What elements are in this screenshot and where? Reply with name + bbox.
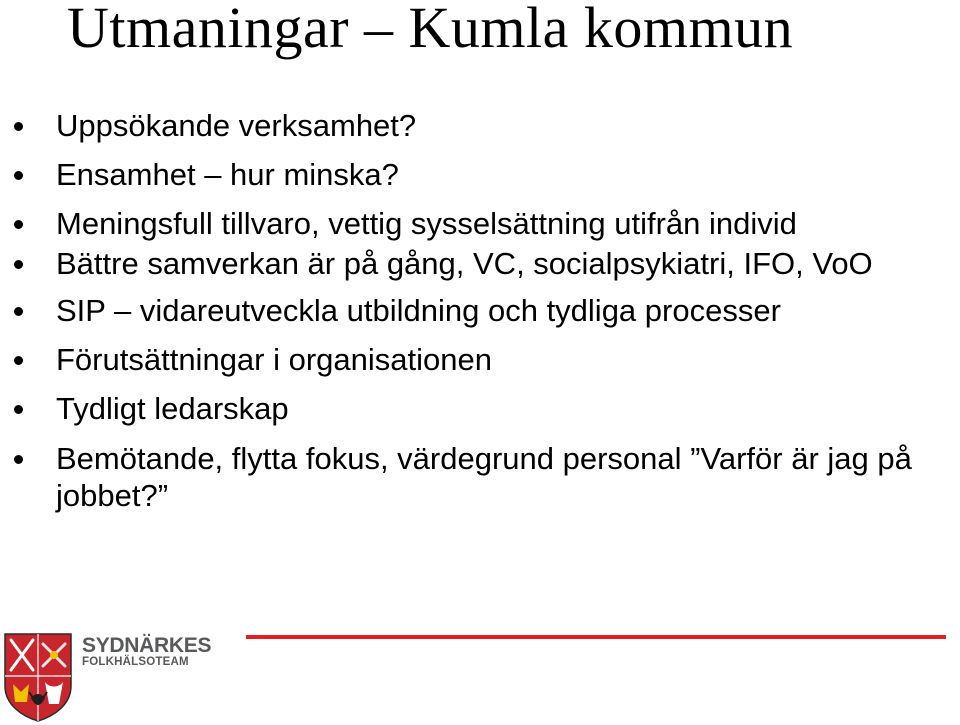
bullet-list: [0, 108, 960, 525]
bullet-item: [0, 293, 960, 328]
bullet-text: Bättre samverkan är på gång, VC, socialpsykiatri, IFO, VoO: [56, 246, 873, 281]
bullet-text: Tydligt ledarskap: [56, 391, 289, 426]
bullet-item: [0, 108, 960, 143]
bullet-dot-icon: [14, 122, 23, 131]
bullet-text: Bemötande, flytta fokus, värdegrund personal ”Varför är jag på jobbet?”: [56, 441, 912, 513]
bullet-item: [0, 206, 960, 241]
bullet-text: SIP – vidareutveckla utbildning och tydliga processer: [56, 293, 781, 328]
slide-title: Utmaningar – Kumla kommun: [67, 0, 794, 60]
bullet-item: [0, 245, 960, 282]
bullet-text: Ensamhet – hur minska?: [56, 157, 399, 192]
bullet-dot-icon: [14, 307, 23, 316]
brand-name: SYDNÄRKES: [82, 634, 212, 657]
bullet-item: [0, 440, 960, 514]
bullet-dot-icon: [14, 455, 23, 464]
bullet-dot-icon: [14, 220, 23, 229]
bullet-item: [0, 391, 960, 426]
footer-red-line: [246, 635, 946, 639]
municipal-crest-icon: [3, 632, 73, 722]
bullet-item: [0, 342, 960, 377]
bullet-item: [0, 157, 960, 192]
bullet-dot-icon: [14, 405, 23, 414]
bullet-dot-icon: [14, 356, 23, 365]
bullet-text: Förutsättningar i organisationen: [56, 342, 492, 377]
brand-subtitle: FOLKHÄLSOTEAM: [82, 656, 189, 668]
slide-footer: [0, 630, 960, 725]
bullet-text: Uppsökande verksamhet?: [56, 108, 417, 143]
bullet-text: Meningsfull tillvaro, vettig sysselsättning utifrån individ: [56, 206, 797, 241]
bullet-dot-icon: [14, 171, 23, 180]
bullet-dot-icon: [14, 260, 23, 269]
